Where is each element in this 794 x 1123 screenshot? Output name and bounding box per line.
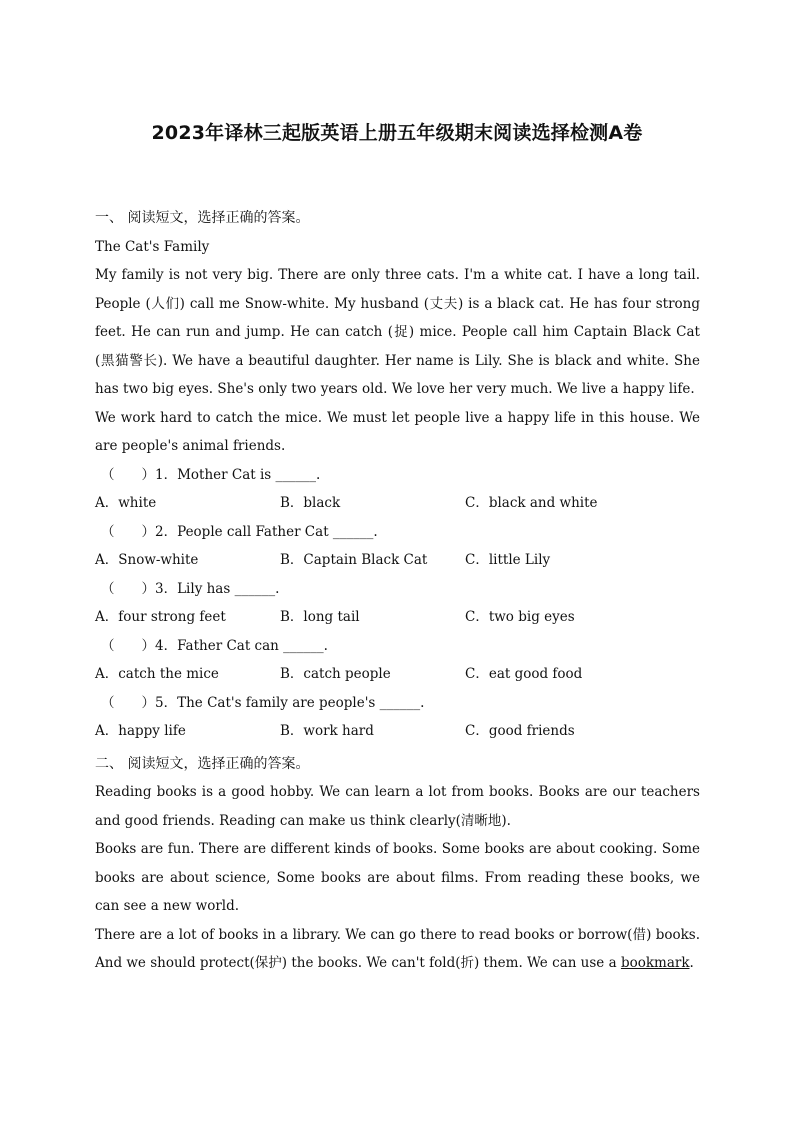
question-options: [95, 489, 700, 518]
passage-paragraph: Books are fun. There are different kinds of books. Some books are about cooking. Some books are about science, Some books are about films. From reading these books, we can see a new world.: [95, 841, 700, 914]
passage-paragraph: My family is not very big. There are only three cats. I'm a white cat. I have a long tail. People (人们) call me Snow-white. My husband (丈夫) is a black cat. He has four strong feet. He can run and jump. He can catch (捉) mice. People call him Captain Black Cat (黑猫警长). We have a beautiful daughter. Her name is Lily. She is black and white. She has two big eyes. She's only two years old. We love her very much. We live a happy life.: [95, 267, 700, 397]
option-b: B．catch people: [280, 666, 391, 682]
option-a: A．Snow-white: [95, 552, 199, 568]
option-b: B．black: [280, 495, 341, 511]
question-stem: （ ）1．Mother Cat is ______.: [101, 466, 321, 483]
option-a: A．happy life: [95, 723, 186, 739]
question-options: [95, 660, 700, 689]
question-stem: （ ）3．Lily has ______.: [101, 580, 280, 597]
option-a: A．four strong feet: [95, 609, 226, 625]
passage-paragraph: We work hard to catch the mice. We must let people live a happy life in this house. We are people's animal friends.: [95, 409, 700, 454]
section-1-heading: 一、 阅读短文，选择正确的答案。: [95, 210, 310, 226]
option-c: C．two big eyes: [465, 609, 575, 625]
paragraph-end: .: [689, 955, 694, 971]
question-stem: （ ）5．The Cat's family are people's ______.: [101, 694, 425, 711]
question-stem: （ ）2．People call Father Cat ______.: [101, 523, 378, 540]
option-b: B．Captain Black Cat: [280, 552, 428, 568]
document-title: 2023年译林三起版英语上册五年级期末阅读选择检测A卷: [151, 122, 643, 144]
section-2-heading: 二、 阅读短文，选择正确的答案。: [95, 755, 310, 772]
option-c: C．eat good food: [465, 666, 583, 682]
question-options: [95, 546, 700, 575]
passage-title: The Cat's Family: [95, 238, 210, 255]
question-options: [95, 717, 700, 746]
option-b: B．long tail: [280, 609, 360, 625]
option-c: C．good friends: [465, 723, 575, 739]
option-a: A．white: [95, 495, 157, 511]
option-b: B．work hard: [280, 723, 374, 739]
bookmark-word: bookmark: [620, 955, 690, 971]
option-c: C．black and white: [465, 495, 598, 511]
option-a: A．catch the mice: [95, 666, 219, 682]
document-body: [95, 200, 700, 978]
passage-paragraph: Reading books is a good hobby. We can learn a lot from books. Books are our teachers and good friends. Reading can make us think clearly(清晰地).: [95, 784, 700, 829]
paragraph-text: There are a lot of books in a library. We can go there to read books or borrow(借) books. And we should protect(保护) the books. We can't fold(折) them. We can use a: [95, 926, 700, 971]
option-c: C．little Lily: [465, 552, 551, 568]
passage-paragraph: [95, 921, 700, 978]
question-stem: （ ）4．Father Cat can ______.: [101, 637, 328, 654]
question-options: [95, 603, 700, 632]
